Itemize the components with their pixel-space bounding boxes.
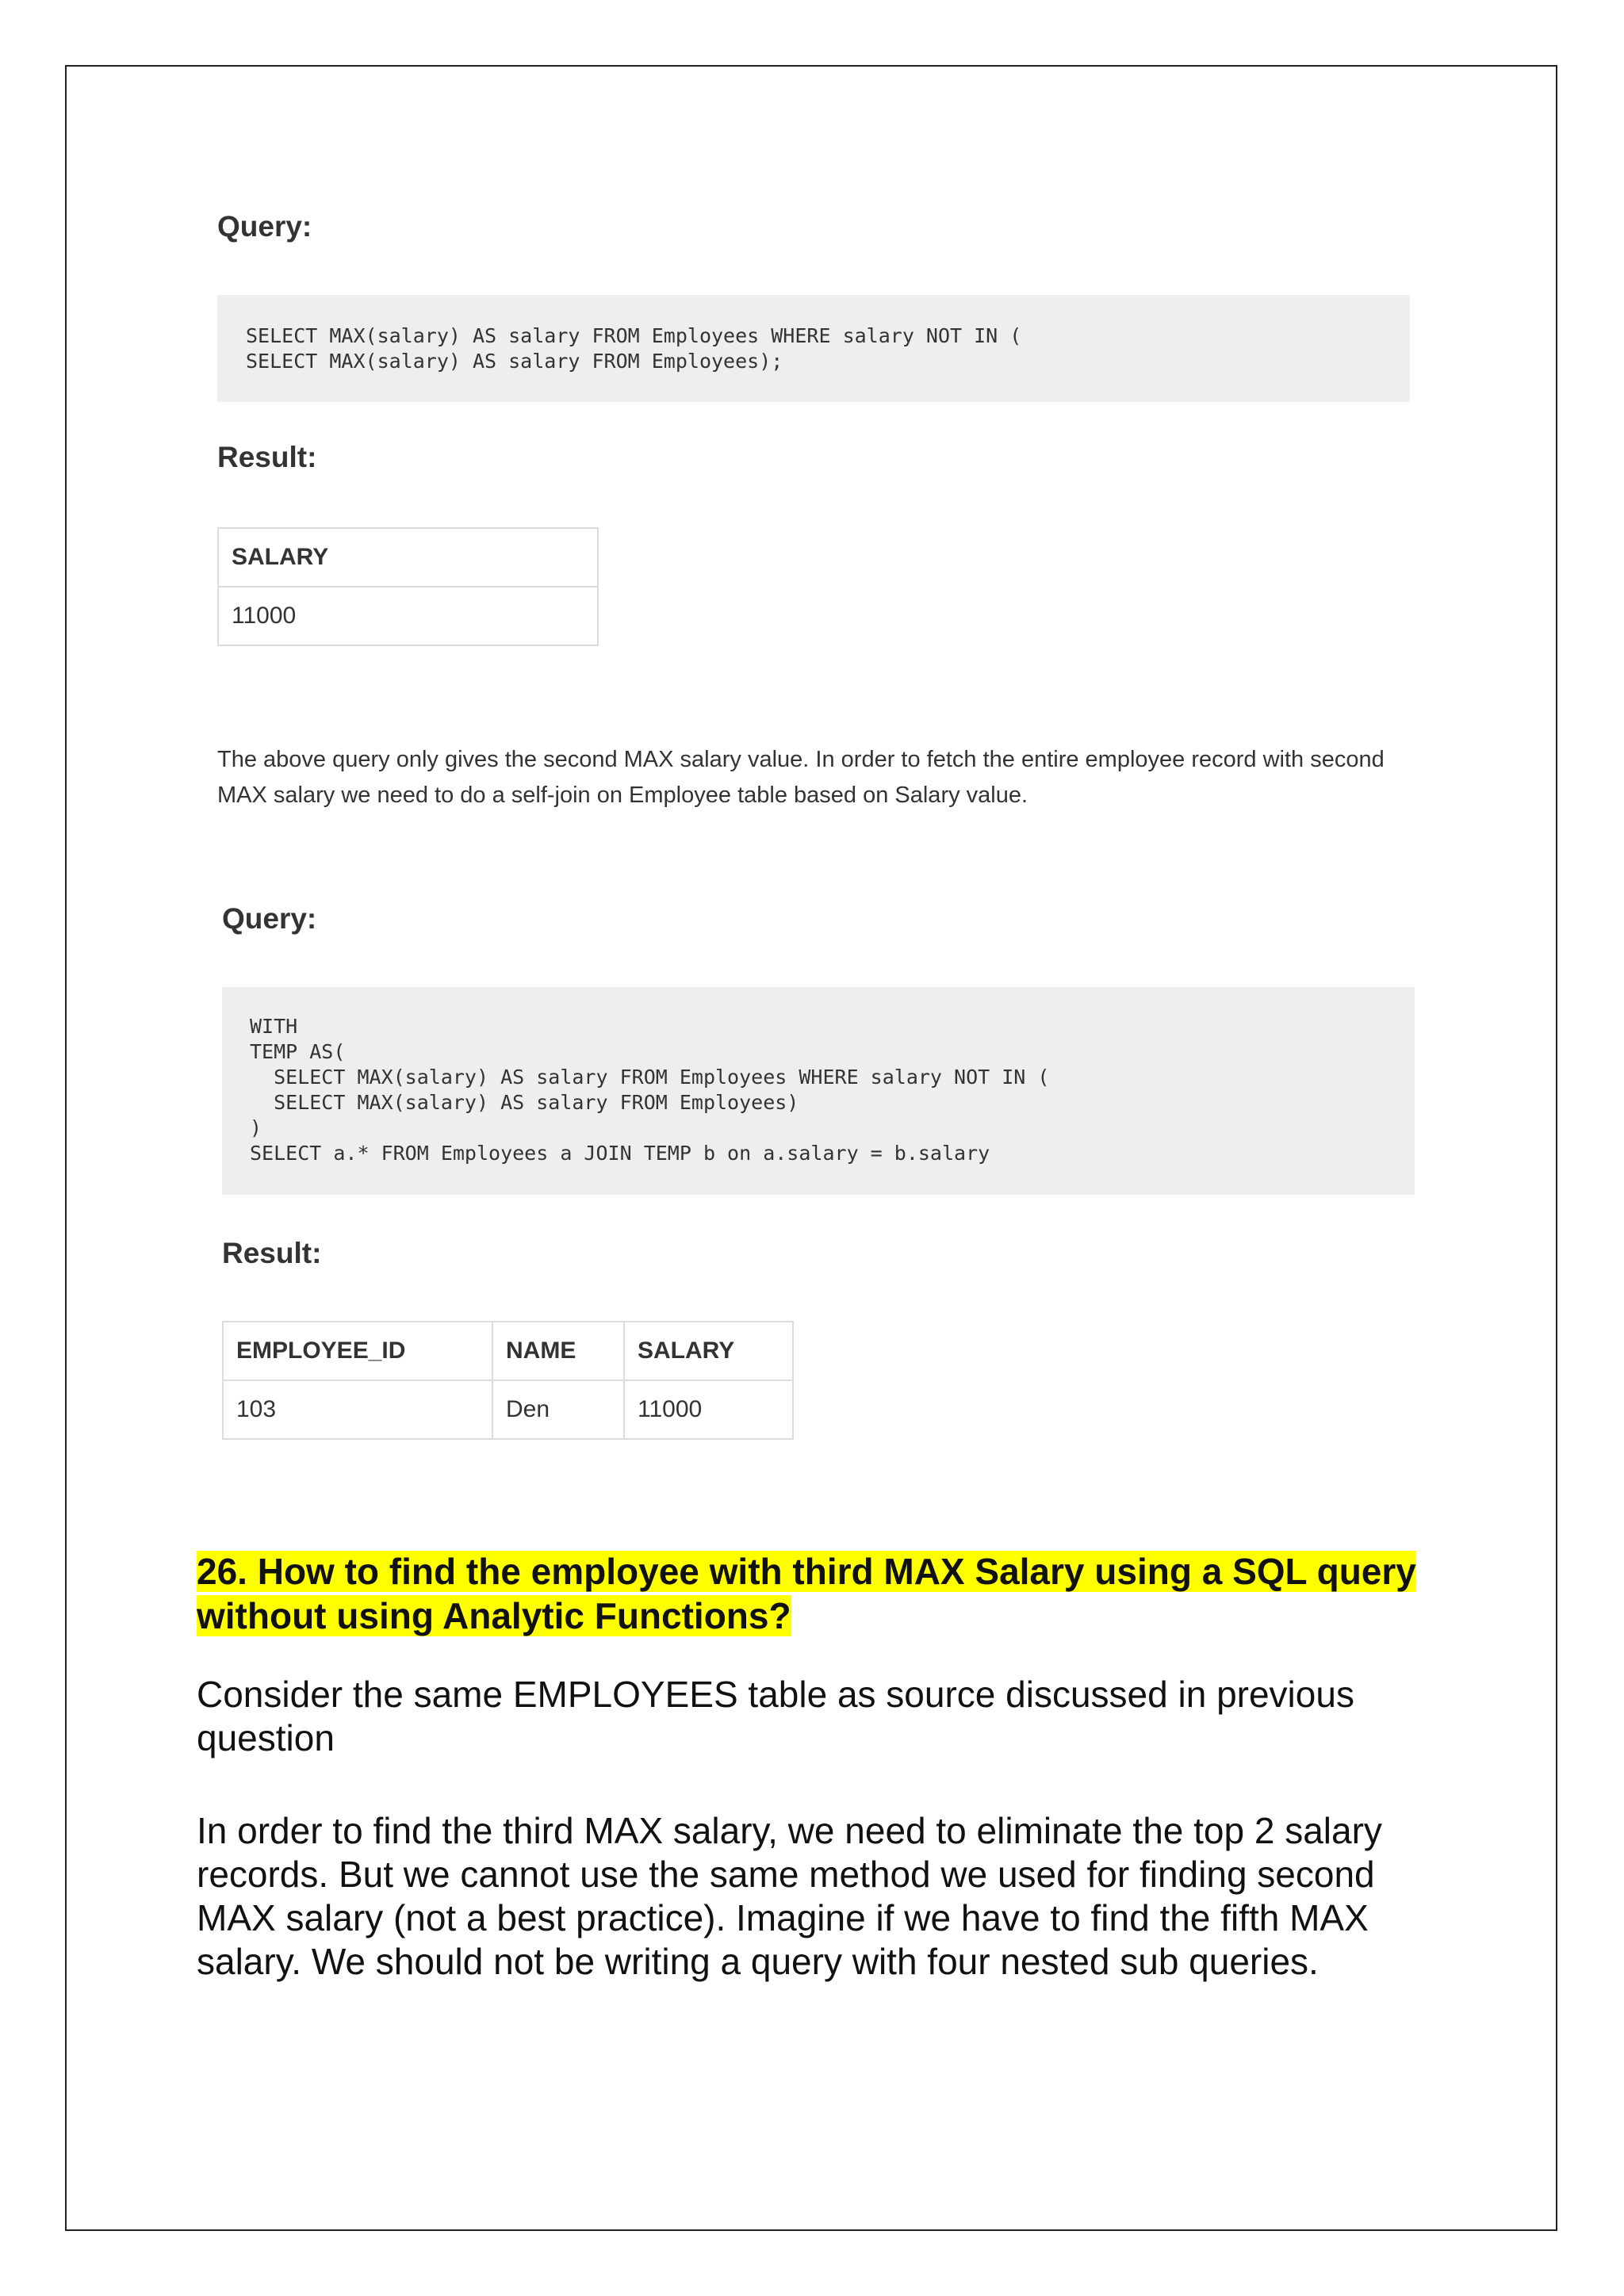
result-table-1 bbox=[217, 527, 599, 646]
question-paragraph-1: Consider the same EMPLOYEES table as source discussed in previous question bbox=[197, 1674, 1354, 1758]
table-cell: Den bbox=[492, 1380, 624, 1439]
table-header-cell: EMPLOYEE_ID bbox=[223, 1322, 492, 1380]
explanation-paragraph: The above query only gives the second MAX salary value. In order to fetch the entire employee record with second MAX salary we need to do a self-join on Employee table based on Salary value. bbox=[217, 747, 1385, 808]
table-cell: 11000 bbox=[624, 1380, 793, 1439]
query-label-1: Query: bbox=[217, 210, 312, 243]
code-block-1 bbox=[217, 295, 1410, 402]
table-row bbox=[223, 1380, 793, 1439]
table-cell: 103 bbox=[223, 1380, 492, 1439]
question-heading bbox=[197, 1549, 1434, 1638]
result-label-1: Result: bbox=[217, 441, 317, 473]
result-table-2 bbox=[222, 1321, 794, 1440]
result-label-2: Result: bbox=[222, 1237, 322, 1269]
table-header-cell: NAME bbox=[492, 1322, 624, 1380]
table-cell: 11000 bbox=[218, 587, 598, 645]
table-header-row bbox=[223, 1322, 793, 1380]
code-text-2: WITH TEMP AS( SELECT MAX(salary) AS salary FROM Employees WHERE salary NOT IN ( SELECT MAX(salary) AS salary FROM Employees) ) SELECT a.* FROM Employees a JOIN TEMP b on a.salary = b.salary bbox=[250, 1015, 1050, 1165]
table-row bbox=[218, 587, 598, 645]
code-text-1: SELECT MAX(salary) AS salary FROM Employees WHERE salary NOT IN ( SELECT MAX(salary) AS salary FROM Employees); bbox=[246, 324, 1022, 373]
table-header-cell: SALARY bbox=[624, 1322, 793, 1380]
query-label-2: Query: bbox=[222, 902, 317, 935]
table-header-cell: SALARY bbox=[218, 528, 598, 587]
code-block-2 bbox=[222, 987, 1415, 1195]
question-paragraph-2: In order to find the third MAX salary, we need to eliminate the top 2 salary records. But we cannot use the same method we used for finding second MAX salary (not a best practice). Imagine if we have to find the fifth MAX salary. We should not be writing a query with four nested sub queries. bbox=[197, 1810, 1382, 1982]
question-heading-text: 26. How to find the employee with third MAX Salary using a SQL query without using Analytic Functions? bbox=[197, 1551, 1416, 1636]
table-header-row bbox=[218, 528, 598, 587]
